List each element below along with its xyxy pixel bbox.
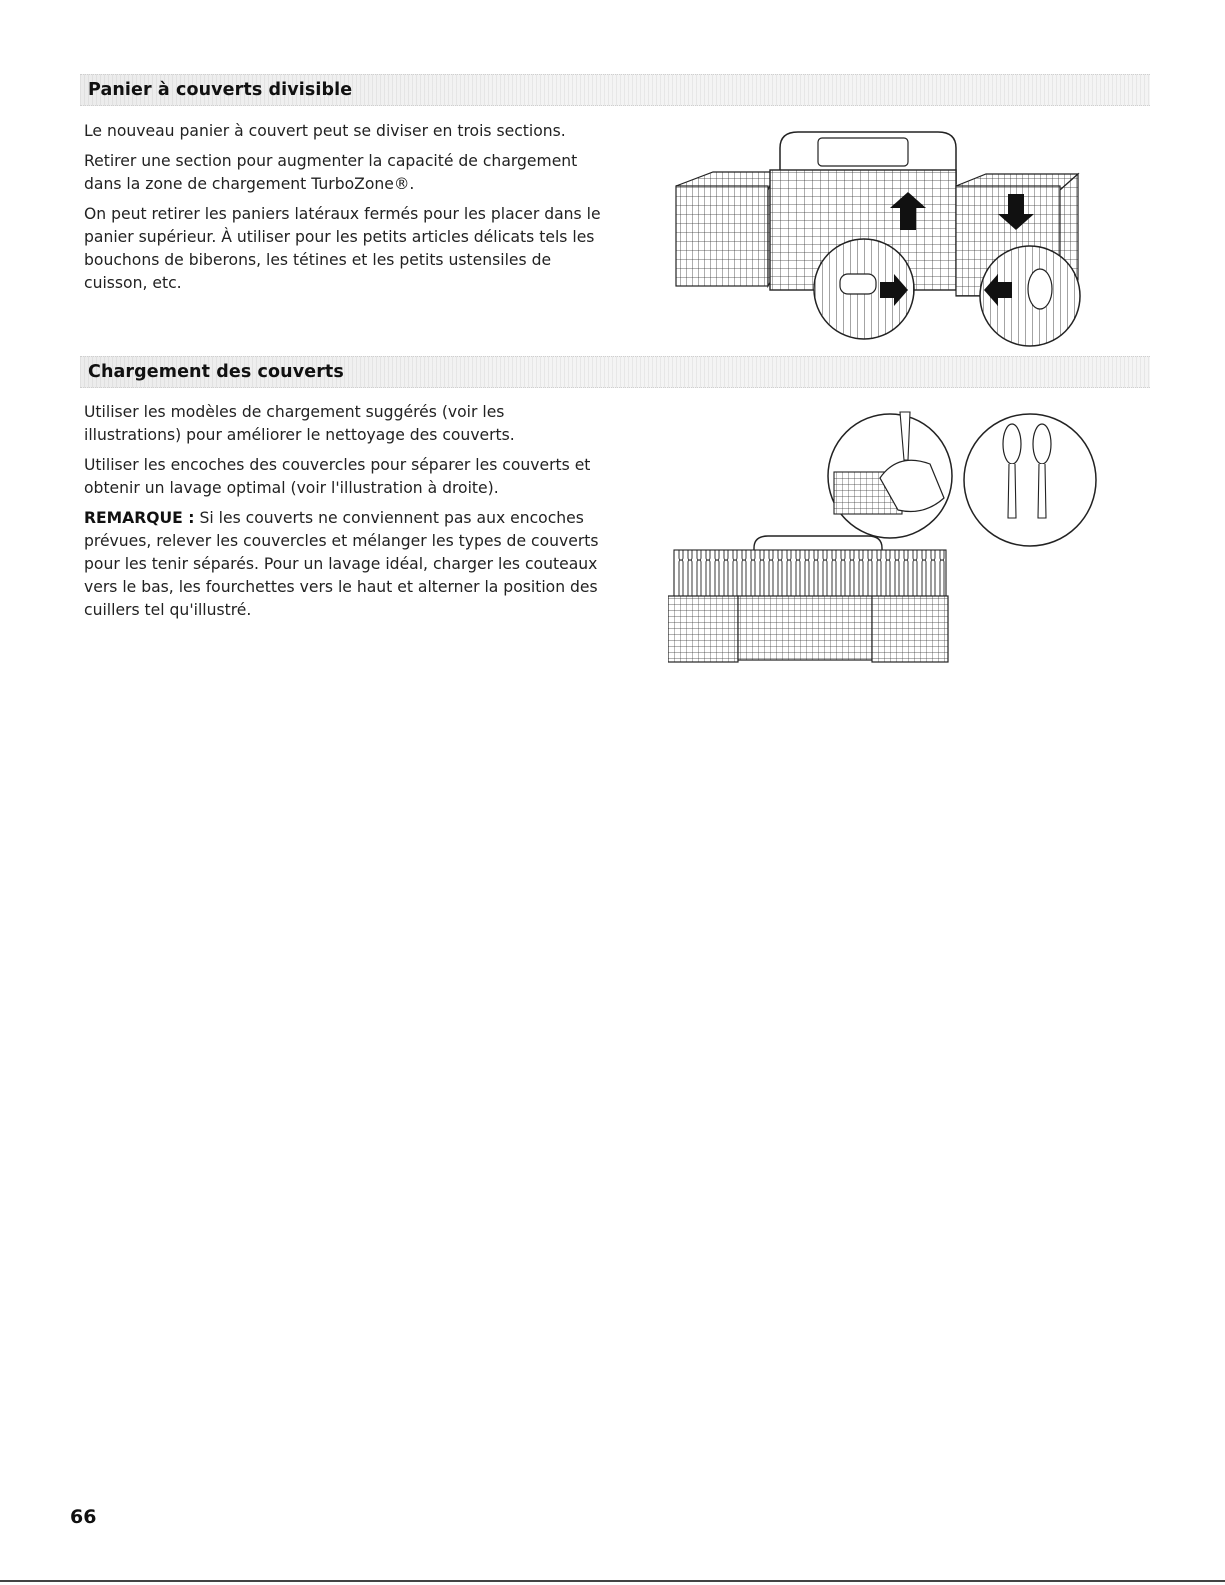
- paragraph-5: Utiliser les encoches des couvercles pour séparer les couverts et obtenir un lavage optimal (voir l'illustration à droite).: [84, 456, 591, 497]
- remarque-paragraph: [84, 507, 604, 622]
- paragraph-4: Utiliser les modèles de chargement suggérés (voir les illustrations) pour améliorer le nettoyage des couverts.: [84, 403, 515, 444]
- remarque-label: REMARQUE :: [84, 509, 195, 527]
- paragraph-2: Retirer une section pour augmenter la capacité de chargement dans la zone de chargement TurboZone®.: [84, 152, 578, 193]
- section-header-panier: [80, 74, 1150, 106]
- paragraph-3: On peut retirer les paniers latéraux fermés pour les placer dans le panier supérieur. À utiliser pour les petits articles délicats tels les bouchons de biberons, les tétines et les petits ustensiles de cuisson, etc.: [84, 205, 601, 292]
- section-title-panier: Panier à couverts divisible: [88, 80, 353, 100]
- bottom-rule: [0, 1580, 1225, 1582]
- section-header-chargement: [80, 356, 1150, 388]
- silverware-loading-illustration: [668, 400, 1100, 666]
- divisible-basket-illustration: [668, 124, 1098, 354]
- section-title-chargement: Chargement des couverts: [88, 362, 344, 382]
- remarque-text: Si les couverts ne conviennent pas aux encoches prévues, relever les couvercles et mélanger les types de couverts pour les tenir séparés. Pour un lavage idéal, charger les couteaux vers le bas, les fourchettes vers le haut et alterner la position des cuillers tel qu'illustré.: [84, 509, 599, 619]
- paragraph-1: Le nouveau panier à couvert peut se diviser en trois sections.: [84, 122, 566, 140]
- page-number: 66: [70, 1506, 97, 1528]
- section-body-panier: [84, 120, 604, 302]
- section-body-chargement: [84, 401, 604, 629]
